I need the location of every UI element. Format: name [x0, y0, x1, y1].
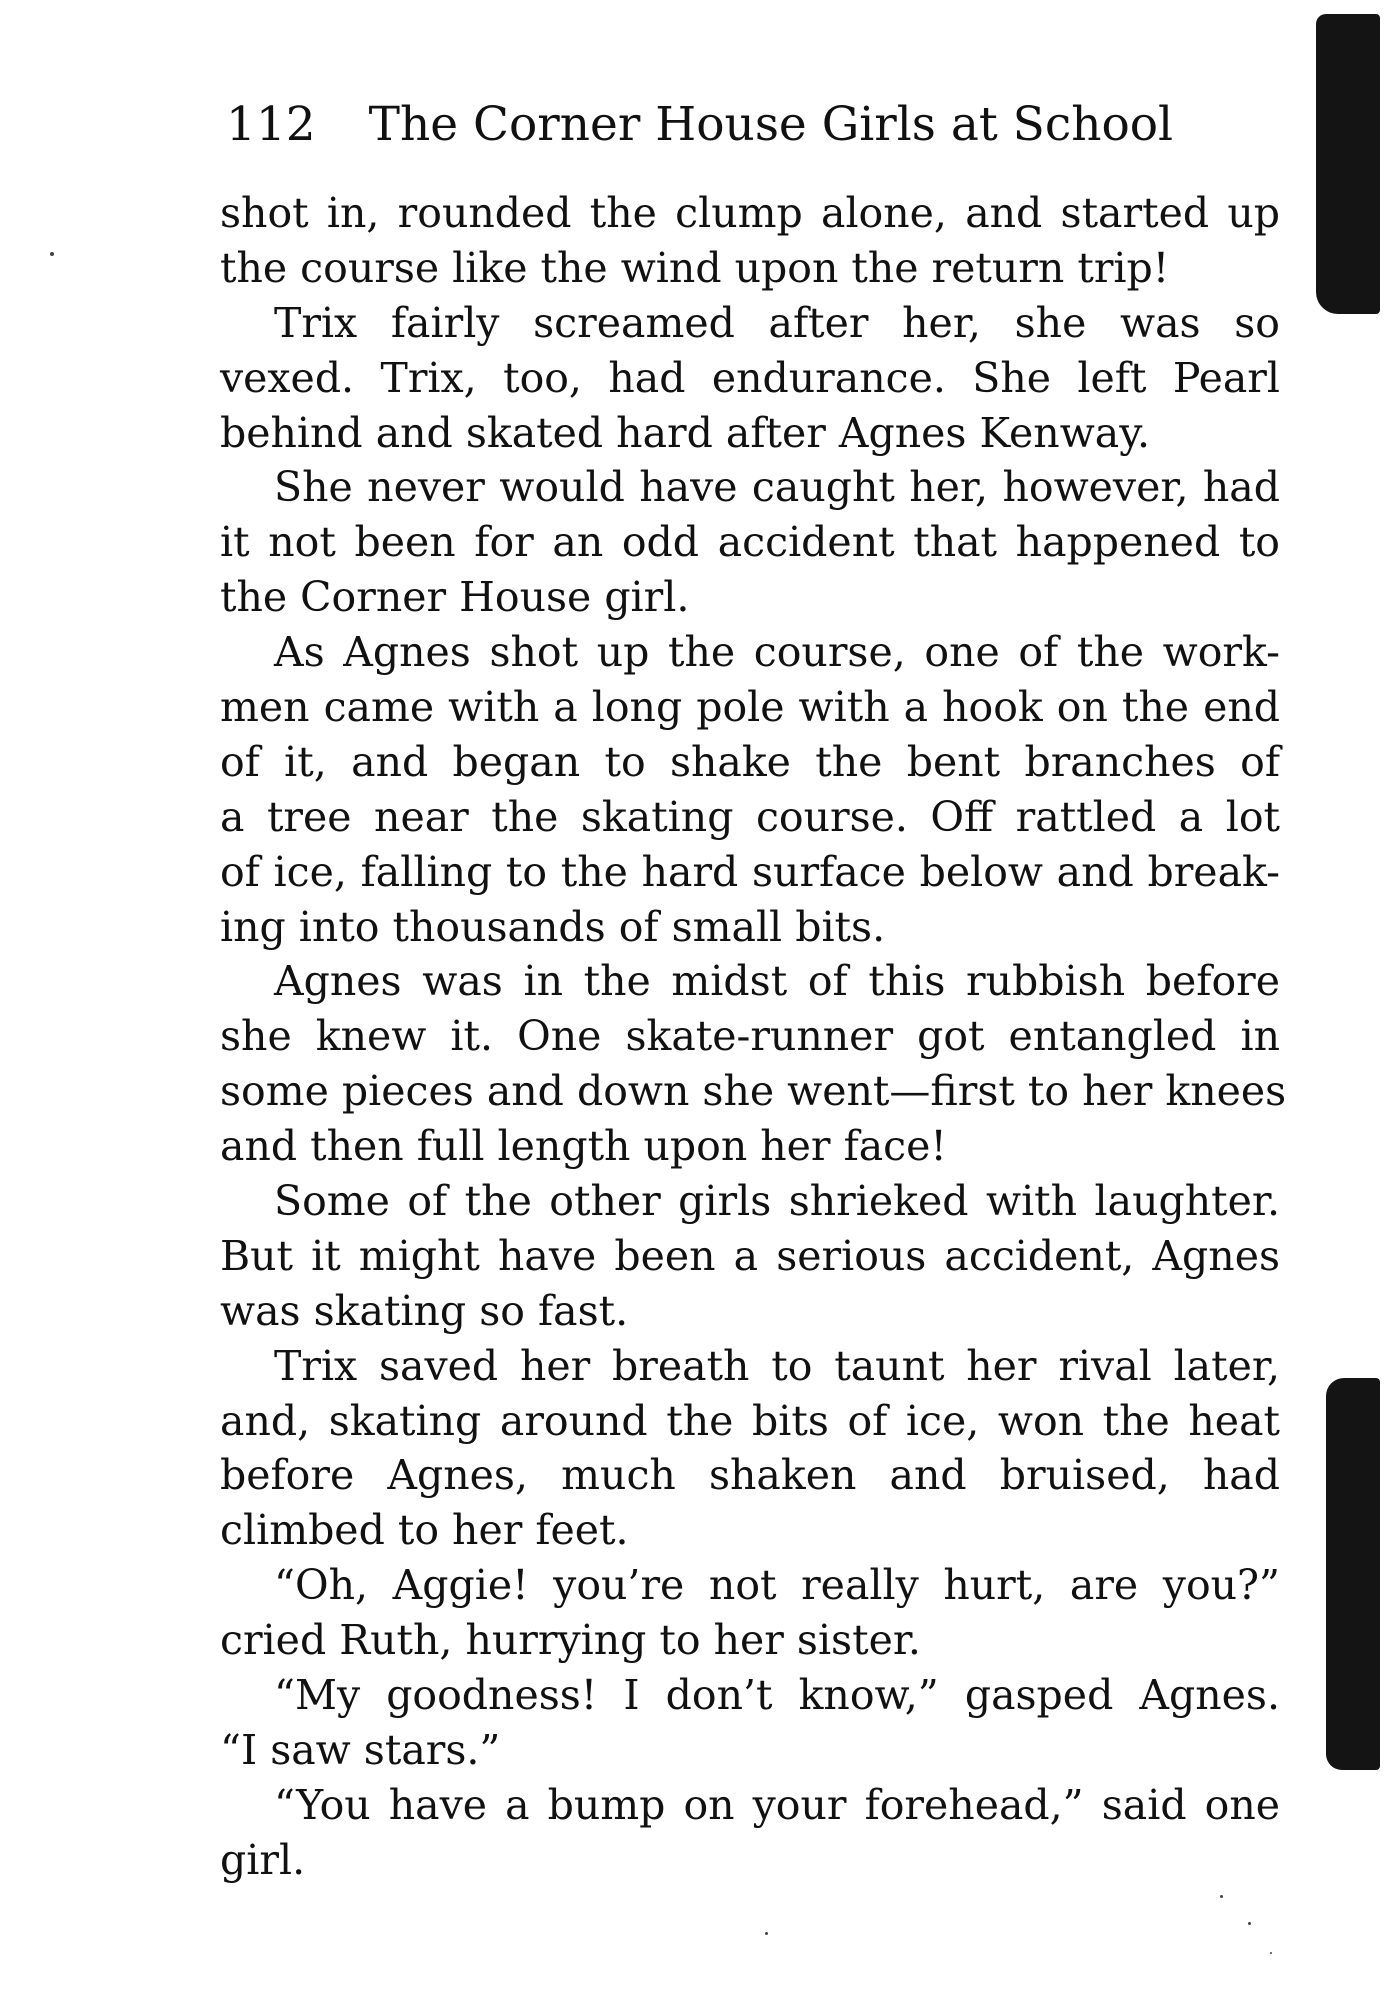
text-line: Trix saved her breath to taunt her rival later,: [274, 1341, 1280, 1390]
text-line: As Agnes shot up the course, one of the work-: [274, 628, 1280, 677]
paragraph: [220, 1174, 1280, 1339]
text-line: But it might have been a serious accident, Agnes: [220, 1231, 1280, 1280]
paragraph: [220, 1558, 1280, 1668]
scan-speck: [1248, 1922, 1251, 1925]
paragraph: [220, 460, 1280, 625]
paragraph: [220, 1339, 1280, 1559]
text-line: girl.: [220, 1835, 306, 1884]
running-title: The Corner House Girls at School: [368, 97, 1174, 152]
text-line: of ice, falling to the hard surface below and break-: [220, 847, 1280, 896]
text-line: climbed to her feet.: [220, 1506, 629, 1555]
page-number: 112: [226, 97, 316, 152]
text-line: before Agnes, much shaken and bruised, had: [220, 1451, 1280, 1500]
text-line: “Oh, Aggie! you’re not really hurt, are you?”: [274, 1561, 1280, 1610]
text-line: the Corner House girl.: [220, 573, 690, 622]
paragraph: [220, 954, 1287, 1174]
scan-speck: [765, 1932, 768, 1935]
text-line: She never would have caught her, however, had: [274, 463, 1280, 512]
text-line: “My goodness! I don’t know,” gasped Agnes.: [274, 1671, 1280, 1720]
text-line: some pieces and down she went—first to her knees: [220, 1067, 1287, 1116]
text-line: Agnes was in the midst of this rubbish before: [274, 957, 1280, 1006]
text-line: behind and skated hard after Agnes Kenway.: [220, 408, 1150, 457]
text-line: vexed. Trix, too, had endurance. She left Pearl: [220, 353, 1280, 402]
text-line: and, skating around the bits of ice, won the heat: [220, 1396, 1280, 1445]
paragraph: [220, 1778, 1280, 1888]
paragraph: [220, 186, 1280, 296]
page-header: [226, 95, 1286, 155]
scan-speck: [1220, 1895, 1223, 1898]
text-line: shot in, rounded the clump alone, and started up: [220, 189, 1280, 237]
text-line: was skating so fast.: [220, 1286, 629, 1335]
text-line: men came with a long pole with a hook on the end: [220, 683, 1280, 732]
paragraph: [220, 296, 1280, 461]
paragraph: [220, 1668, 1280, 1778]
text-line: Some of the other girls shrieked with laughter.: [274, 1177, 1280, 1226]
scan-speck: [1270, 1952, 1272, 1954]
text-line: “You have a bump on your forehead,” said one: [274, 1780, 1280, 1829]
text-line: the course like the wind upon the return trip!: [220, 243, 1170, 292]
paragraph: [220, 625, 1280, 954]
scan-speck: [50, 252, 54, 256]
text-line: ing into thousands of small bits.: [220, 902, 886, 951]
text-line: Trix fairly screamed after her, she was so: [274, 298, 1280, 347]
text-line: it not been for an odd accident that happened to: [220, 518, 1280, 567]
binding-shadow-top: [1316, 14, 1380, 314]
body-text: [220, 186, 1287, 1888]
text-line: she knew it. One skate-runner got entangled in: [220, 1012, 1280, 1061]
text-line: and then full length upon her face!: [220, 1122, 947, 1171]
text-line: of it, and began to shake the bent branches of: [220, 737, 1280, 786]
binding-shadow-bottom: [1326, 1378, 1380, 1770]
text-line: a tree near the skating course. Off rattled a lot: [220, 792, 1280, 841]
text-line: cried Ruth, hurrying to her sister.: [220, 1616, 921, 1665]
text-line: “I saw stars.”: [220, 1725, 501, 1774]
